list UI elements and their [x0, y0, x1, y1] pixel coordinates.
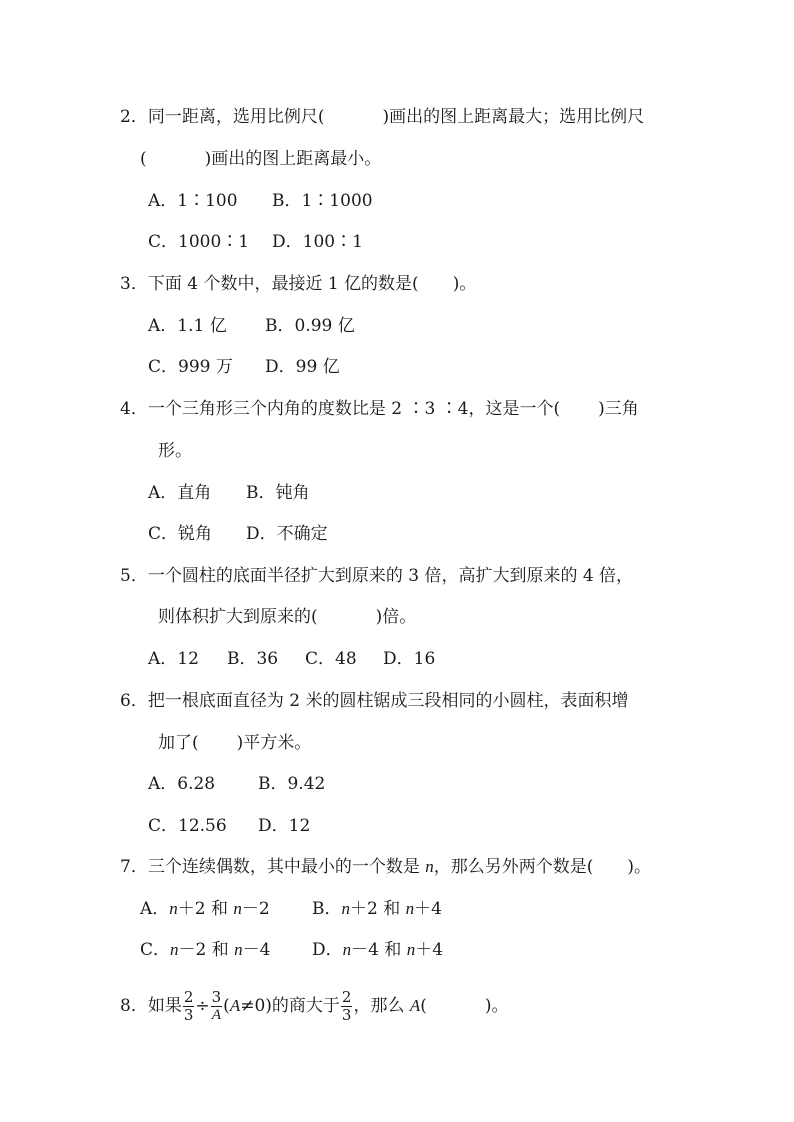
q7-option-d	[312, 938, 443, 962]
q5-option-d: D．16	[383, 649, 436, 669]
q2-option-a: A．1∶100	[148, 191, 238, 211]
q8-divide-sign: ÷	[195, 996, 210, 1016]
q5-stem-part2: )倍。	[375, 607, 417, 627]
q2-option-c: C．1000∶1	[148, 232, 250, 252]
q5-line2	[158, 605, 416, 629]
q2-line1	[120, 105, 644, 129]
q7-option-b	[312, 897, 442, 921]
q6-option-d: D．12	[258, 816, 311, 836]
q8-frac1-denominator: 3	[183, 1006, 194, 1024]
q8-fraction-three-over-a	[211, 989, 223, 1024]
q8-fraction-two-thirds	[183, 989, 195, 1024]
q7-option-d-var2: n	[406, 940, 416, 959]
q4-stem-part1: 4．一个三角形三个内角的度数比是 2 ∶3 ∶4，这是一个(	[120, 399, 561, 419]
q2-option-b: B．1∶1000	[272, 191, 373, 211]
q7-option-d-label: D．	[312, 940, 343, 960]
q7-option-c-mid: －2 和	[178, 940, 235, 960]
q6-option-b: B．9.42	[258, 774, 326, 794]
q8-fraction-two-thirds-2	[341, 989, 353, 1024]
q3-option-c: C．999 万	[148, 357, 233, 377]
q7-stem-part2: ，那么另外两个数是( )。	[433, 857, 651, 877]
q3-option-b: B．0.99 亿	[265, 316, 355, 336]
q7-option-d-mid: －4 和	[351, 940, 407, 960]
q7-variable-n: n	[425, 857, 434, 876]
q6-line2	[158, 731, 311, 755]
q8-variable-a: A	[409, 996, 421, 1015]
q3-stem: 3．下面 4 个数中，最接近 1 亿的数是( )。	[120, 274, 477, 294]
q7-option-b-var1: n	[341, 899, 350, 918]
q7-option-a-mid: ＋2 和	[177, 899, 234, 919]
q4-line2: 形。	[158, 441, 192, 461]
q7-stem	[120, 855, 651, 879]
q8-frac1-numerator: 2	[183, 988, 194, 1006]
q2-stem-part4: )画出的图上距离最小。	[204, 149, 382, 169]
q7-option-d-end: ＋4	[415, 940, 444, 960]
q8-condition-text: ≠0)的商大于	[240, 996, 340, 1016]
q2-line2	[140, 147, 381, 171]
q3-option-d: D．99 亿	[265, 357, 340, 377]
q4-stem-part2: )三角	[598, 399, 639, 419]
q2-stem-part2: )画出的图上距离最大；选用比例尺	[382, 107, 645, 127]
q8-text-mid: ，那么	[353, 996, 410, 1016]
q4-option-a: A．直角	[148, 483, 212, 503]
q5-option-b: B．36	[227, 649, 279, 669]
q4-option-d: D．不确定	[246, 524, 328, 544]
q7-stem-part1: 7．三个连续偶数，其中最小的一个数是	[120, 857, 426, 877]
q8-stem	[120, 986, 509, 1026]
q8-frac2-numerator: 3	[211, 988, 222, 1006]
q7-option-d-var1: n	[342, 940, 352, 959]
q6-line1: 6．把一根底面直径为 2 米的圆柱锯成三段相同的小圆柱，表面积增	[120, 691, 629, 711]
q7-option-a-label: A．	[140, 899, 170, 919]
q8-paren-open: (	[420, 996, 427, 1016]
q7-option-a	[140, 897, 270, 921]
q7-option-a-var1: n	[169, 899, 178, 918]
q8-text-start: 8．如果	[120, 996, 182, 1016]
q2-stem-part3: (	[140, 149, 147, 169]
q8-condition-open: (	[223, 996, 230, 1016]
q3-option-a: A．1.1 亿	[148, 316, 227, 336]
q7-option-b-mid: ＋2 和	[350, 899, 406, 919]
q7-option-c-label: C．	[140, 940, 171, 960]
q7-option-a-end: －2	[241, 899, 270, 919]
q7-option-b-var2: n	[405, 899, 415, 918]
q7-option-b-end: ＋4	[414, 899, 442, 919]
q7-option-c-var2: n	[234, 940, 243, 959]
q2-option-d: D．100∶1	[272, 232, 363, 252]
q7-option-c-var1: n	[170, 940, 179, 959]
q8-condition-var: A	[229, 996, 241, 1015]
q4-option-c: C．锐角	[148, 524, 213, 544]
q5-option-c: C．48	[305, 649, 357, 669]
q6-option-c: C．12.56	[148, 816, 227, 836]
q5-stem-part1: 则体积扩大到原来的(	[158, 607, 318, 627]
q8-text-end: )。	[484, 996, 509, 1016]
q8-frac2-denominator: A	[211, 1007, 221, 1023]
q7-option-c-end: －4	[242, 940, 271, 960]
q6-option-a: A．6.28	[148, 774, 216, 794]
q7-option-a-var2: n	[233, 899, 242, 918]
q8-frac3-denominator: 3	[341, 1006, 352, 1024]
q6-stem-part2: )平方米。	[236, 733, 312, 753]
q5-line1: 5．一个圆柱的底面半径扩大到原来的 3 倍，高扩大到原来的 4 倍，	[120, 566, 634, 586]
q5-option-a: A．12	[148, 649, 199, 669]
q4-line1	[120, 397, 639, 421]
q2-stem-part1: 2．同一距离，选用比例尺(	[120, 107, 325, 127]
q7-option-c	[140, 938, 270, 962]
q8-frac3-numerator: 2	[341, 988, 352, 1006]
q7-option-b-label: B．	[312, 899, 342, 919]
q4-option-b: B．钝角	[246, 483, 310, 503]
q6-stem-part1: 加了(	[158, 733, 199, 753]
